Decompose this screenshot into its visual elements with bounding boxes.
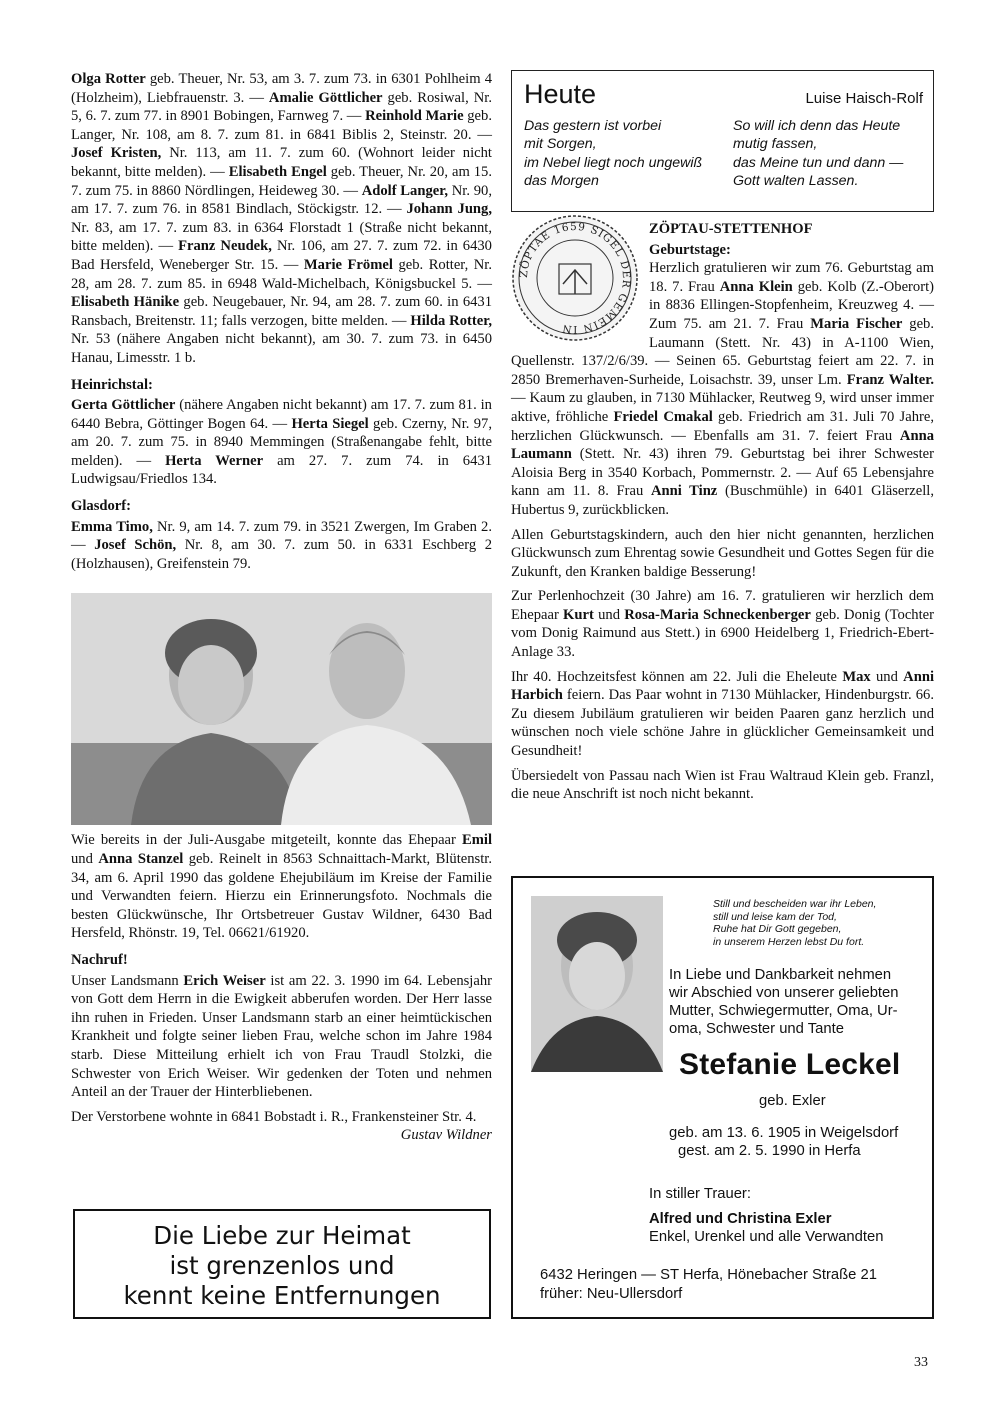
mourners bbox=[649, 1210, 883, 1246]
left-column bbox=[71, 70, 492, 1145]
text-run: geb. Theuer, Nr. 20, am 15. 7. zum 75. in 8860 Nördlingen, Heideweg 30. — bbox=[71, 163, 493, 199]
text-run: geb. Friedrich am 31. Juli 70 Jahre, herzlichen Glückwunsch. — Ebenfalls am 31. 7. feiert Frau bbox=[511, 408, 934, 444]
person-name: Elisabeth Engel bbox=[228, 163, 327, 180]
heimat-quote-line-1: Die Liebe zur Heimat bbox=[153, 1221, 411, 1250]
heute-poem-box bbox=[511, 70, 934, 212]
obituary-address-line-1: 6432 Heringen — ST Herfa, Hönebacher Straße 21 bbox=[540, 1267, 877, 1283]
obituary-poem-line: still und leise kam der Tod, bbox=[713, 910, 837, 923]
deceased-maiden-name: geb. Exler bbox=[759, 1093, 826, 1109]
person-name: Maria Fischer bbox=[810, 315, 903, 332]
person-name: Anni Tinz bbox=[650, 483, 718, 500]
heimat-quote-line-3: kennt keine Entfernungen bbox=[123, 1281, 441, 1310]
nachruf-address: Der Verstorbene wohnte in 6841 Bobstadt i. R., Frankensteiner Str. 4. bbox=[71, 1108, 477, 1125]
heute-left-line: Das gestern ist vorbei bbox=[524, 117, 662, 134]
heute-right-line: So will ich denn das Heute bbox=[733, 117, 901, 134]
obituary-poem-line: in unserem Herzen lebst Du fort. bbox=[713, 935, 865, 948]
mourners-main: Alfred und Christina Exler bbox=[649, 1211, 832, 1227]
portrait-drawing bbox=[531, 896, 663, 1072]
obituary-intro bbox=[669, 966, 919, 1038]
nachruf-address-paragraph bbox=[71, 1108, 492, 1144]
person-name: Herta Siegel bbox=[291, 415, 369, 432]
person-name: Gerta Göttlicher bbox=[71, 397, 176, 414]
couple-photo bbox=[71, 593, 492, 825]
heute-right-line: Gott walten Lassen. bbox=[733, 173, 859, 190]
page-number: 33 bbox=[914, 1355, 928, 1370]
relocation-paragraph: Übersiedelt von Passau nach Wien ist Frau Waltraud Klein geb. Franzl, die neue Anschrift ist noch nicht bekannt. bbox=[511, 767, 934, 803]
heute-left-line: mit Sorgen, bbox=[524, 136, 597, 153]
zoeptau-heading: ZÖPTAU-STETTENHOF bbox=[649, 221, 813, 237]
text-run: geb. Rotter, Nr. 28, am 28. 7. zum 85. in 6948 Wald-Michelbach, Königsbuckel 5. — bbox=[71, 256, 493, 292]
heute-right-line: das Meine tun und dann — bbox=[733, 154, 904, 171]
text-run: (Buschmühle) in 6401 Gläserzell, Hubertus 9, zurückblicken. bbox=[511, 483, 934, 518]
birthdays-paragraph-glasdorf bbox=[71, 518, 492, 574]
text-run: Nr. 53 (nähere Angaben nicht bekannt), am 30. 7. zum 73. in 6450 Hanau, Limesstr. 1 b. bbox=[71, 331, 492, 366]
heimat-quote-line-2: ist grenzenlos und bbox=[169, 1251, 395, 1280]
person-name: Friedel Cmakal bbox=[613, 408, 713, 425]
text-run: geb. Kolb (Z.-Oberort) in 8836 Ellingen-Stopfenheim, Kreuzweg 4. — Zum 75. am 21. 7. Frau bbox=[649, 278, 934, 332]
text-run: (nähere Angaben nicht bekannt) am 17. 7. zum 81. in 6440 Bebra, Göttinger Bogen 64. — bbox=[71, 397, 492, 432]
text-run: Herzlich gratulieren wir zum 76. Geburtstag am 18. 7. Frau bbox=[649, 260, 934, 295]
text-run: Nr. 8, am 30. 7. zum 50. in 6331 Eschberg 2 (Holzhausen), Greifenstein 79. bbox=[71, 537, 493, 572]
obituary-poem-line: Still und bescheiden war ihr Leben, bbox=[713, 898, 877, 910]
text-run: und bbox=[71, 851, 99, 868]
obituary-poem-line: Ruhe hat Dir Gott gegeben, bbox=[713, 923, 842, 936]
obituary-intro-line: Mutter, Schwiegermutter, Oma, Ur- bbox=[669, 1003, 898, 1019]
text-run: (Stett. Nr. 43) ihren 79. Geburtstag bei ihrer Schwester Aloisia Berg in 3540 Korbach, Pommernstr. 2. — Auf 65 Lebensjahre kann am 11. 8. Frau bbox=[511, 446, 934, 500]
geburtstage-heading: Geburtstage: bbox=[649, 241, 731, 258]
obituary-poem bbox=[713, 898, 913, 948]
person-name: Erich Weiser bbox=[183, 972, 266, 989]
heute-author: Luise Haisch-Rolf bbox=[805, 90, 923, 107]
person-name: Franz Neudek, bbox=[178, 238, 272, 255]
text-run: geb. Rosiwal, Nr. 5, 6. 7. zum 77. in 8901 Bobingen, Farnweg 7. — bbox=[71, 89, 492, 125]
mourning-label: In stiller Trauer: bbox=[649, 1186, 751, 1202]
ruby-wedding-paragraph bbox=[511, 668, 934, 761]
pearl-wedding-paragraph bbox=[511, 587, 934, 661]
person-name: Hilda Rotter, bbox=[410, 312, 492, 329]
text-run: geb. Neugebauer, Nr. 94, am 28. 7. zum 60. in 6431 Ransbach, Breitenstr. 11; falls verzogen, bitte melden. — bbox=[71, 294, 493, 329]
nachruf-heading: Nachruf! bbox=[71, 952, 128, 968]
person-name: Reinhold Marie bbox=[365, 108, 464, 125]
text-run: geb. Langer, Nr. 108, am 8. 7. zum 81. in 6841 Biblis 2, Steinstr. 20. — bbox=[71, 108, 492, 143]
seal-ring-text: ZÖPTAE 1659 SIGEL DER GEMEIN IN bbox=[517, 220, 633, 336]
municipal-seal-icon bbox=[511, 214, 639, 342]
text-run: Wie bereits in der Juli-Ausgabe mitgeteilt, konnte das Ehepaar bbox=[71, 832, 462, 849]
couple-photo-drawing bbox=[71, 593, 492, 825]
text-run: Nr. 83, am 17. 7. zum 83. in 6364 Florstadt 1 (Straße nicht bekannt, bitte melden). — bbox=[71, 219, 492, 255]
mourners-rest: Enkel, Urenkel und alle Verwandten bbox=[649, 1229, 884, 1245]
text-run: am 27. 7. zum 74. in 6431 Ludwigsau/Friedlos 134. bbox=[71, 452, 492, 488]
text-run: Ihr 40. Hochzeitsfest können am 22. Juli die Eheleute bbox=[511, 668, 843, 685]
person-name: Anni Harbich bbox=[511, 668, 934, 704]
person-name: Rosa-Maria Schneckenberger bbox=[624, 606, 811, 623]
heimat-quote-box bbox=[73, 1209, 491, 1319]
life-dates bbox=[669, 1124, 898, 1160]
text-run: Nr. 113, am 11. 7. zum 60. (Wohnort leider nicht bekannt, bitte melden). — bbox=[71, 145, 492, 180]
obituary-intro-line: oma, Schwester und Tante bbox=[669, 1021, 844, 1037]
birth-date: geb. am 13. 6. 1905 in Weigelsdorf bbox=[669, 1125, 899, 1141]
text-run: geb. Theuer, Nr. 53, am 3. 7. zum 73. in 6301 Pohlheim 4 (Holzheim), Liebfrauenstr. 3. — bbox=[71, 71, 493, 106]
person-name: Marie Frömel bbox=[303, 256, 393, 273]
person-name: Anna Stanzel bbox=[98, 851, 184, 868]
death-date: gest. am 2. 5. 1990 in Herfa bbox=[678, 1143, 861, 1159]
obituary-intro-line: wir Abschied von unserer geliebten bbox=[669, 985, 899, 1001]
text-run: Nr. 90, am 17. 7. zum 76. in 8581 Bindlach, Stöckigstr. 12. — bbox=[71, 182, 492, 218]
text-run: geb. Donig (Tochter vom Donig Raimund aus Stett.) in 6900 Heidelberg 1, Friedrich-Ebert-Anlage 33. bbox=[511, 606, 934, 661]
text-run: geb. Reinelt in 8563 Schnaittach-Markt, Blütenstr. 34, am 6. April 1990 das goldene Ehejubiläum im Kreise der Familie und Verwandten feiern. Hierzu ein Erinnerungsfoto. Nochmals die besten Glückwünsche, Ihr Ortsbetreuer Gustav Wildner, 6430 Bad Hersfeld, Rhönstr. 19, Tel. 06621/61920. bbox=[71, 851, 492, 942]
person-name: Amalie Göttlicher bbox=[268, 89, 383, 106]
person-name: Herta Werner bbox=[165, 452, 264, 469]
person-name: Franz Walter. bbox=[846, 371, 935, 388]
obituary-box bbox=[511, 876, 934, 1319]
heute-left-line: das Morgen bbox=[524, 173, 599, 190]
birthdays-paragraph-heinrichstal bbox=[71, 396, 492, 489]
birthdays-paragraph-1 bbox=[71, 70, 492, 368]
heute-right-line: mutig fassen, bbox=[733, 136, 818, 153]
person-name: Emil bbox=[462, 832, 492, 849]
text-run: und bbox=[870, 668, 904, 685]
obituary-address-line-2: früher: Neu-Ullersdorf bbox=[540, 1286, 683, 1302]
person-name: Elisabeth Hänike bbox=[71, 294, 180, 311]
text-run: Nr. 9, am 14. 7. zum 79. in 3521 Zwergen, Im Graben 2. — bbox=[71, 518, 492, 554]
person-name: Josef Kristen, bbox=[71, 145, 162, 162]
text-run: Zur Perlenhochzeit (30 Jahre) am 16. 7. gratulieren wir herzlich dem Ehepaar bbox=[511, 588, 934, 623]
heute-poem-left bbox=[524, 117, 729, 191]
obituary-intro-line: In Liebe und Dankbarkeit nehmen bbox=[669, 967, 892, 983]
text-run: feiern. Das Paar wohnt in 7130 Mühlacker, Hindenburgstr. 66. Zu diesem Jubiläum gratulieren wir beiden Paaren ganz herzlich und wünschen noch viele schöne Jahre in glücklicher Gemeinsamkeit und Gesundheit! bbox=[511, 687, 934, 760]
heinrichstal-heading: Heinrichstal: bbox=[71, 376, 153, 393]
text-run: und bbox=[593, 606, 625, 623]
right-column bbox=[511, 70, 934, 810]
author-signature: Gustav Wildner bbox=[400, 1127, 492, 1144]
person-name: Emma Timo, bbox=[71, 518, 153, 535]
person-name: Johann Jung, bbox=[406, 201, 492, 218]
golden-anniversary-paragraph bbox=[71, 831, 492, 943]
text-run: Unser Landsmann bbox=[71, 972, 184, 989]
heute-left-line: im Nebel liegt noch ungewiß bbox=[524, 154, 703, 171]
person-name: Olga Rotter bbox=[71, 71, 146, 87]
person-name: Anna Laumann bbox=[511, 427, 934, 463]
text-run: geb. Czerny, Nr. 97, am 20. 7. zum 75. in 8940 Memmingen (Straßenangabe fehlt, bitte melden). — bbox=[71, 415, 493, 469]
person-name: Josef Schön, bbox=[94, 537, 177, 554]
person-name: Kurt bbox=[563, 606, 594, 623]
text-run: Nr. 106, am 27. 7. zum 72. in 6430 Bad Hersfeld, Weneberger Str. 15. — bbox=[71, 238, 492, 273]
deceased-name: Stefanie Leckel bbox=[679, 1048, 901, 1081]
person-name: Anna Klein bbox=[719, 278, 793, 295]
person-name: Max bbox=[842, 668, 871, 685]
heute-title: Heute bbox=[524, 79, 597, 109]
obituary-address bbox=[540, 1266, 877, 1304]
birthday-wishes-paragraph: Allen Geburtstagskindern, auch den hier nicht genannten, herzlichen Glückwunsch zum Ehrentag sowie Gesundheit und Gottes Segen für die Zukunft, den Kranken baldige Besserung! bbox=[511, 526, 934, 580]
glasdorf-heading: Glasdorf: bbox=[71, 498, 131, 515]
text-run: — Kaum zu glauben, in 7130 Mühlacker, Reutweg 9, wird unser immer aktive, fröhliche bbox=[511, 390, 934, 425]
deceased-portrait bbox=[531, 896, 663, 1072]
nachruf-paragraph bbox=[71, 972, 492, 1102]
person-name: Adolf Langer, bbox=[361, 182, 449, 199]
text-run: geb. Laumann (Stett. Nr. 43) in A-1100 Wien, Quellenstr. 137/2/6/39. — Seinen 65. Geburtstag feiert am 22. 7. in 2850 Bremerhaven-Surheide, Loisachstr. 39, unser Lm. bbox=[511, 315, 934, 388]
text-run: ist am 22. 3. 1990 im 64. Lebensjahr von Gott dem Herrn in die Ewigkeit abberufen worden. Der Herr lasse ihn ruhen in Frieden. Unser Landsmann starb an einer heimtückischen Krankheit und folgte seiner lieben Frau, welche schon im Jahre 1984 starb. Diese Mitteilung erhielt ich von Frau Traudl Stolzki, die Schwester von Erich Weiser. Wir gedenken der Toten und nehmen Anteil an der Trauer der Hinterbliebenen. bbox=[71, 972, 492, 1101]
heute-poem-right bbox=[733, 117, 923, 191]
